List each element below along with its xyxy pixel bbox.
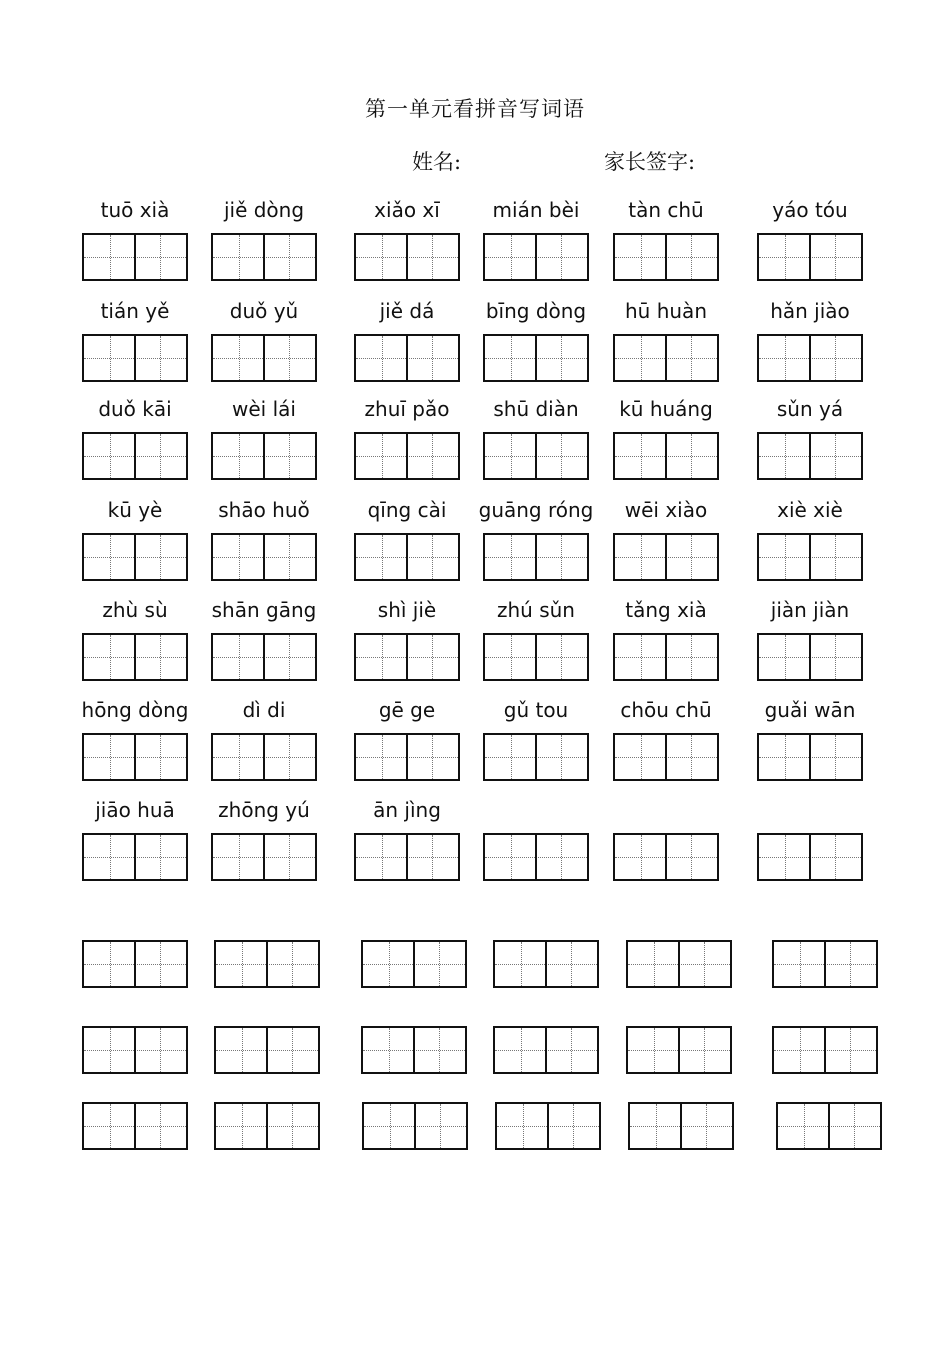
writing-box[interactable]	[82, 533, 188, 581]
pinyin-label: zhú sǔn	[497, 598, 575, 622]
pinyin-label: duǒ yǔ	[229, 299, 299, 323]
pinyin-label: hū huàn	[625, 299, 707, 323]
pinyin-label: gǔ tou	[503, 698, 569, 722]
pinyin-label: dì di	[242, 698, 286, 722]
writing-box[interactable]	[361, 940, 467, 988]
writing-box[interactable]	[354, 833, 460, 881]
writing-box[interactable]	[361, 1026, 467, 1074]
writing-box[interactable]	[626, 940, 732, 988]
pinyin-label: duǒ kāi	[98, 397, 172, 421]
writing-box[interactable]	[354, 334, 460, 382]
writing-box[interactable]	[211, 432, 317, 480]
writing-box[interactable]	[82, 733, 188, 781]
page-title: 第一单元看拼音写词语	[365, 97, 585, 121]
writing-box[interactable]	[211, 633, 317, 681]
writing-box[interactable]	[772, 1026, 878, 1074]
pinyin-label: sǔn yá	[776, 397, 844, 421]
pinyin-label: jiě dòng	[223, 198, 305, 222]
writing-box[interactable]	[613, 233, 719, 281]
pinyin-label: gē ge	[378, 698, 436, 722]
pinyin-label: qīng cài	[367, 498, 447, 522]
pinyin-label: hōng dòng	[81, 698, 189, 722]
pinyin-label: bīng dòng	[485, 299, 587, 323]
pinyin-label: tàn chū	[628, 198, 704, 222]
writing-box[interactable]	[82, 940, 188, 988]
writing-box[interactable]	[82, 833, 188, 881]
writing-box[interactable]	[82, 1102, 188, 1150]
writing-box[interactable]	[483, 533, 589, 581]
writing-box[interactable]	[757, 633, 863, 681]
writing-box[interactable]	[493, 940, 599, 988]
pinyin-label: jiě dá	[379, 299, 435, 323]
pinyin-label: mián bèi	[492, 198, 580, 222]
writing-box[interactable]	[82, 233, 188, 281]
writing-box[interactable]	[354, 432, 460, 480]
pinyin-label: jiàn jiàn	[770, 598, 850, 622]
writing-box[interactable]	[483, 833, 589, 881]
writing-box[interactable]	[613, 533, 719, 581]
writing-box[interactable]	[483, 733, 589, 781]
writing-box[interactable]	[495, 1102, 601, 1150]
name-label: 姓名:	[412, 150, 462, 174]
writing-box[interactable]	[214, 1026, 320, 1074]
writing-box[interactable]	[362, 1102, 468, 1150]
writing-box[interactable]	[82, 432, 188, 480]
writing-box[interactable]	[757, 334, 863, 382]
pinyin-label: xiè xiè	[777, 498, 843, 522]
writing-box[interactable]	[483, 633, 589, 681]
writing-box[interactable]	[211, 733, 317, 781]
writing-box[interactable]	[772, 940, 878, 988]
pinyin-label: hǎn jiào	[770, 299, 850, 323]
pinyin-label: zhuī pǎo	[364, 397, 450, 421]
writing-box[interactable]	[757, 233, 863, 281]
pinyin-label: tuō xià	[100, 198, 170, 222]
writing-box[interactable]	[211, 233, 317, 281]
pinyin-label: shū diàn	[493, 397, 579, 421]
writing-box[interactable]	[82, 633, 188, 681]
writing-box[interactable]	[757, 533, 863, 581]
pinyin-label: yáo tóu	[772, 198, 848, 222]
writing-box[interactable]	[211, 533, 317, 581]
pinyin-label: zhōng yú	[218, 798, 310, 822]
pinyin-label: shāo huǒ	[218, 498, 310, 522]
writing-box[interactable]	[483, 334, 589, 382]
writing-box[interactable]	[82, 334, 188, 382]
writing-box[interactable]	[211, 334, 317, 382]
writing-box[interactable]	[354, 233, 460, 281]
writing-box[interactable]	[628, 1102, 734, 1150]
pinyin-label: shì jiè	[377, 598, 437, 622]
pinyin-label: zhù sù	[102, 598, 168, 622]
pinyin-label: guāng róng	[478, 498, 594, 522]
pinyin-label: guǎi wān	[764, 698, 856, 722]
writing-box[interactable]	[757, 432, 863, 480]
pinyin-label: shān gāng	[211, 598, 317, 622]
writing-box[interactable]	[214, 1102, 320, 1150]
writing-box[interactable]	[613, 833, 719, 881]
writing-box[interactable]	[613, 733, 719, 781]
writing-box[interactable]	[211, 833, 317, 881]
writing-box[interactable]	[613, 334, 719, 382]
writing-box[interactable]	[82, 1026, 188, 1074]
writing-box[interactable]	[354, 733, 460, 781]
writing-box[interactable]	[493, 1026, 599, 1074]
parent-sign-label: 家长签字:	[604, 150, 696, 174]
pinyin-label: xiǎo xī	[374, 198, 440, 222]
writing-box[interactable]	[483, 432, 589, 480]
writing-box[interactable]	[757, 733, 863, 781]
pinyin-label: kū huáng	[619, 397, 713, 421]
pinyin-label: wēi xiào	[624, 498, 708, 522]
pinyin-label: tián yě	[100, 299, 170, 323]
pinyin-label: wèi lái	[232, 397, 296, 421]
pinyin-label: chōu chū	[620, 698, 712, 722]
writing-box[interactable]	[613, 432, 719, 480]
writing-box[interactable]	[613, 633, 719, 681]
writing-box[interactable]	[757, 833, 863, 881]
writing-box[interactable]	[483, 233, 589, 281]
writing-box[interactable]	[354, 633, 460, 681]
pinyin-label: jiāo huā	[95, 798, 175, 822]
pinyin-label: ān jìng	[373, 798, 441, 822]
pinyin-label: tǎng xià	[625, 598, 707, 622]
pinyin-label: kū yè	[107, 498, 163, 522]
writing-box[interactable]	[626, 1026, 732, 1074]
writing-box[interactable]	[354, 533, 460, 581]
writing-box[interactable]	[214, 940, 320, 988]
writing-box[interactable]	[776, 1102, 882, 1150]
